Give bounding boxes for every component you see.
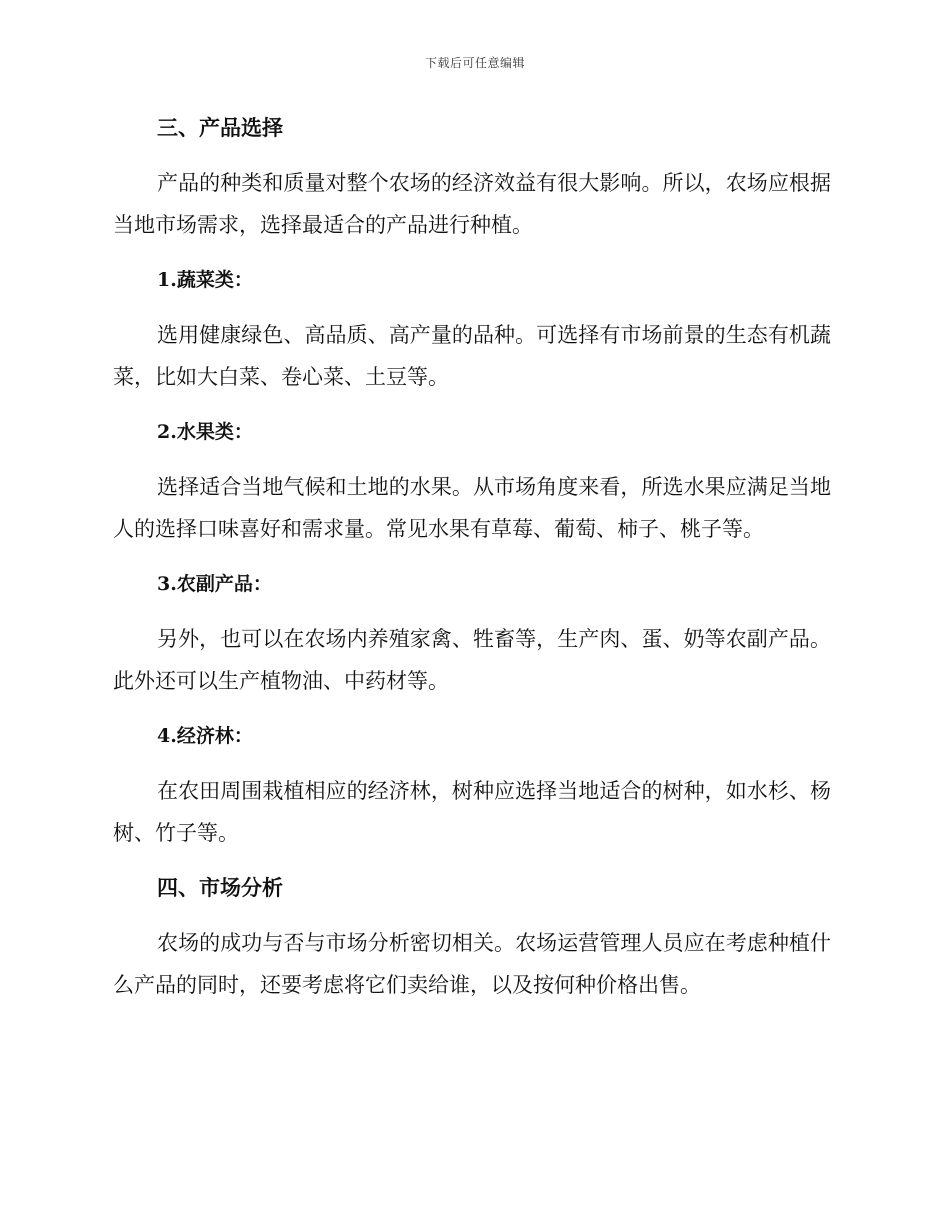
- section-heading-market-analysis: 四、市场分析: [157, 875, 283, 900]
- paragraph-market-analysis: 农场的成功与否与市场分析密切相关。农场运营管理人员应在考虑种植什么产品的同时，还要考虑将它们卖给谁，以及按何种价格出售。: [113, 931, 831, 997]
- paragraph-agricultural-byproducts: 另外，也可以在农场内养殖家禽、牲畜等，生产肉、蛋、奶等农副产品。此外还可以生产植物油、中药材等。: [113, 627, 831, 693]
- paragraph-vegetables: 选用健康绿色、高品质、高产量的品种。可选择有市场前景的生态有机蔬菜，比如大白菜、卷心菜、土豆等。: [113, 323, 831, 389]
- paragraph-fruits: 选择适合当地气候和土地的水果。从市场角度来看，所选水果应满足当地人的选择口味喜好和需求量。常见水果有草莓、葡萄、柿子、桃子等。: [113, 475, 831, 541]
- subheading-economic-forest: 4.经济林：: [157, 725, 253, 747]
- section-heading-product-selection: 三、产品选择: [157, 115, 283, 140]
- section-intro-paragraph: 产品的种类和质量对整个农场的经济效益有很大影响。所以，农场应根据当地市场需求，选择最适合的产品进行种植。: [113, 171, 831, 237]
- page-header-note: 下载后可任意编辑: [424, 56, 525, 70]
- subheading-vegetables: 1.蔬菜类：: [157, 269, 253, 291]
- paragraph-economic-forest: 在农田周围栽植相应的经济林，树种应选择当地适合的树种，如水杉、杨树、竹子等。: [113, 779, 831, 845]
- subheading-agricultural-byproducts: 3.农副产品：: [157, 573, 272, 595]
- document-body: [113, 108, 831, 1020]
- subheading-fruits: 2.水果类：: [157, 421, 253, 443]
